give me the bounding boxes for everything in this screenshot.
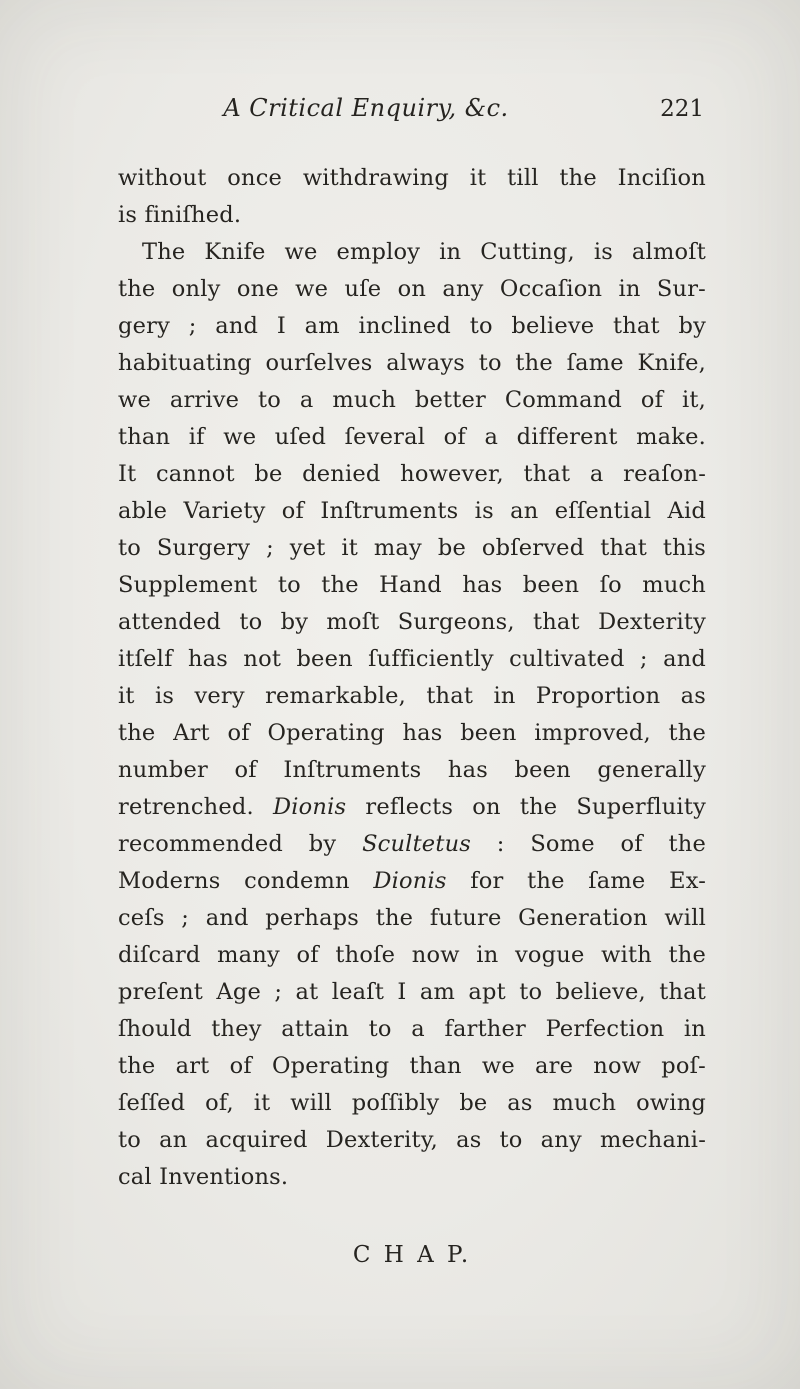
text-line: [118, 641, 706, 678]
text-segment: to an acquired Dexterity, as to any mechani-: [118, 1127, 706, 1153]
text-line: [118, 271, 706, 308]
text-segment: number of Inſtruments has been generally: [118, 757, 706, 783]
text-segment: to Surgery ; yet it may be obſerved that this: [118, 535, 706, 561]
text-line: [118, 1122, 706, 1159]
text-segment: : Some of the: [471, 831, 706, 857]
text-segment: it is very remarkable, that in Proportion as: [118, 683, 706, 709]
text-line: [118, 234, 706, 271]
text-line: [118, 160, 706, 197]
text-line: [118, 530, 706, 567]
italic-word: Dionis: [273, 794, 347, 820]
text-line: [118, 937, 706, 974]
text-line: [118, 752, 706, 789]
text-line: [118, 826, 706, 863]
text-segment: preſent Age ; at leaſt I am apt to believe, that: [118, 979, 706, 1005]
text-line: [118, 419, 706, 456]
text-line: [118, 1159, 706, 1196]
text-line: [118, 900, 706, 937]
text-segment: the only one we uſe on any Occaſion in Sur-: [118, 276, 706, 302]
text-segment: for the ſame Ex-: [446, 868, 706, 894]
text-segment: It cannot be denied however, that a reaſon-: [118, 461, 706, 487]
text-line: [118, 345, 706, 382]
chapter-heading: C H A P.: [352, 1242, 472, 1268]
text-line: [118, 1048, 706, 1085]
text-segment: ceſs ; and perhaps the future Generation will: [118, 905, 706, 931]
text-segment: the art of Operating than we are now poſ-: [118, 1053, 706, 1079]
text-segment: retrenched.: [118, 794, 273, 820]
text-segment: reflects on the Superfluity: [346, 794, 706, 820]
body-text: [118, 160, 706, 1196]
text-line: [118, 308, 706, 345]
text-segment: we arrive to a much better Command of it,: [118, 387, 706, 413]
running-title: A Critical Enquiry, &c.: [223, 94, 509, 122]
text-line: [118, 382, 706, 419]
text-line: [118, 678, 706, 715]
text-line: [118, 1085, 706, 1122]
text-line: [118, 604, 706, 641]
text-segment: diſcard many of thoſe now in vogue with the: [118, 942, 706, 968]
text-segment: the Art of Operating has been improved, the: [118, 720, 706, 746]
text-line: [118, 1011, 706, 1048]
text-line: [118, 493, 706, 530]
text-line: [118, 863, 706, 900]
text-segment: The Knife we employ in Cutting, is almoſt: [142, 239, 706, 265]
text-segment: is finiſhed.: [118, 202, 242, 228]
italic-word: Dionis: [373, 868, 447, 894]
text-segment: Moderns condemn: [118, 868, 374, 894]
page-number: 221: [660, 96, 704, 122]
text-line: [118, 197, 706, 234]
text-segment: cal Inventions.: [118, 1164, 289, 1190]
text-line: [118, 974, 706, 1011]
italic-word: Scultetus: [362, 831, 472, 857]
text-segment: Supplement to the Hand has been ſo much: [118, 572, 706, 598]
text-segment: recommended by: [118, 831, 363, 857]
text-segment: ſhould they attain to a farther Perfection in: [118, 1016, 706, 1042]
text-segment: gery ; and I am inclined to believe that by: [118, 313, 706, 339]
text-segment: ſeſſed of, it will poſſibly be as much owing: [118, 1090, 706, 1116]
text-line: [118, 456, 706, 493]
text-segment: able Variety of Inſtruments is an eſſential Aid: [118, 498, 706, 524]
text-segment: attended to by moſt Surgeons, that Dexterity: [118, 609, 706, 635]
running-header: [118, 0, 706, 130]
text-segment: than if we uſed ſeveral of a different make.: [118, 424, 706, 450]
text-segment: habituating ourſelves always to the ſame Knife,: [118, 350, 706, 376]
text-line: [118, 567, 706, 604]
text-line: [118, 789, 706, 826]
text-segment: without once withdrawing it till the Inciſion: [118, 165, 706, 191]
text-line: [118, 715, 706, 752]
text-segment: itſelf has not been ſufficiently cultivated ; and: [118, 646, 706, 672]
